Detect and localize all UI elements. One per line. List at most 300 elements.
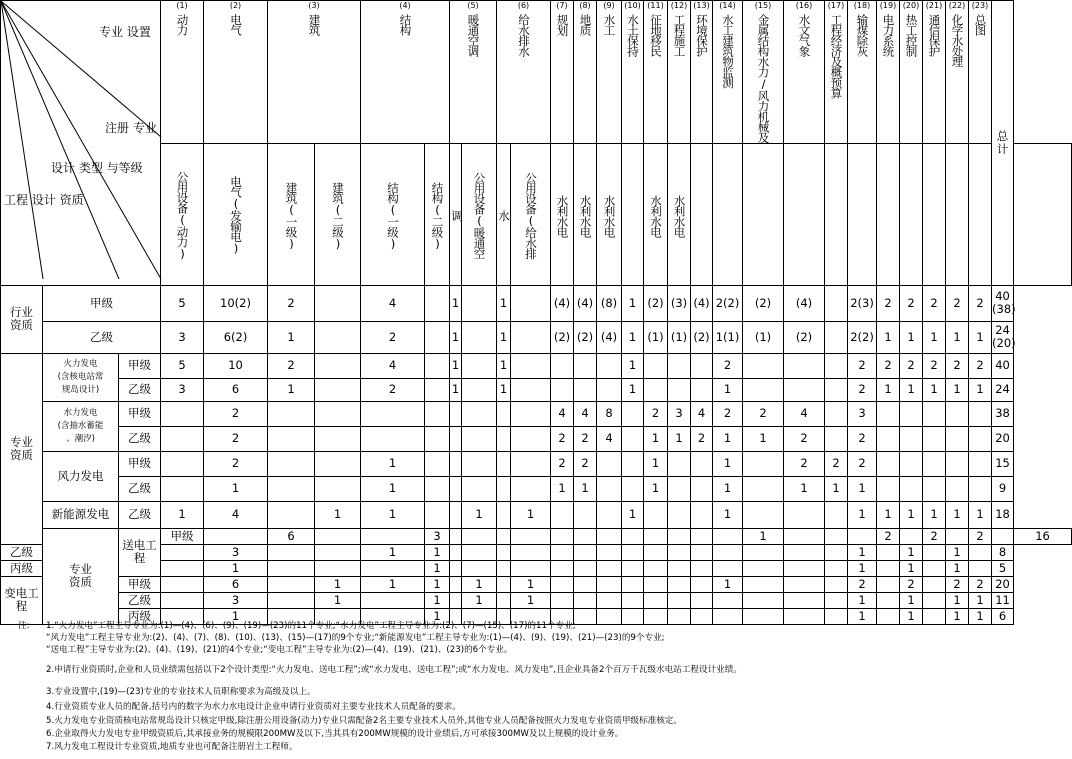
value-cell: (2): [551, 321, 574, 353]
value-cell: 1: [900, 608, 923, 624]
value-cell: [877, 560, 900, 576]
registered-major-label: 水利水电: [602, 194, 617, 237]
value-cell: 1: [425, 560, 450, 576]
specialty-header: [597, 1, 622, 144]
value-cell: 1: [946, 501, 969, 528]
value-cell: 1: [743, 528, 784, 544]
registered-major: [204, 143, 268, 285]
specialty-number: (12): [670, 1, 688, 10]
value-cell: 1: [923, 321, 946, 353]
registered-major-label: 建筑(一级): [284, 181, 299, 250]
value-cell: [923, 476, 946, 501]
specialty-header: [497, 1, 551, 144]
registered-major-label: 结构(一级): [386, 181, 401, 250]
value-cell: [551, 528, 574, 544]
specialty-name: 征地移民: [649, 14, 664, 56]
value-cell: 2: [923, 353, 946, 378]
value-cell: 4: [597, 426, 622, 451]
value-cell: [597, 544, 622, 560]
value-cell: [946, 476, 969, 501]
value-cell: 8: [597, 401, 622, 426]
value-cell: 1: [450, 321, 462, 353]
group-thermal: 火力发电 (含核电站常 规岛设计): [43, 353, 119, 401]
value-cell: [574, 528, 597, 544]
registered-major-label: 水利水电: [578, 194, 593, 237]
value-cell: [511, 528, 551, 544]
value-cell: [668, 544, 691, 560]
value-cell: [462, 544, 497, 560]
value-cell: 2: [946, 353, 969, 378]
value-cell: [825, 576, 848, 592]
value-cell: 2: [784, 426, 825, 451]
value-cell: [425, 426, 450, 451]
registered-major: [668, 143, 691, 285]
section-special: 专业 资质: [1, 353, 43, 544]
registered-major: [161, 143, 204, 285]
value-cell: [361, 401, 425, 426]
value-cell: 1: [425, 592, 450, 608]
value-cell: [425, 476, 450, 501]
value-cell: [743, 576, 784, 592]
value-cell: 10(2): [204, 285, 268, 321]
value-cell: 2(2): [713, 285, 743, 321]
specialty-name: 金属结构水力/风力机械及: [756, 14, 771, 143]
corner-registered: 注册 专业: [105, 121, 157, 135]
value-cell: [713, 528, 743, 544]
value-cell: 1(1): [713, 321, 743, 353]
specialty-name: 水工: [602, 14, 617, 35]
value-cell: [462, 560, 497, 576]
value-cell: (4): [597, 321, 622, 353]
value-cell: 2: [969, 353, 992, 378]
value-cell: [574, 378, 597, 401]
value-cell: [462, 401, 497, 426]
value-cell: [597, 592, 622, 608]
note-line: 7.风力发电工程设计专业资质,地质专业也可配备注册岩土工程师。: [46, 742, 298, 752]
value-cell: 2: [551, 451, 574, 476]
value-cell: [848, 528, 877, 544]
corner-design-type: 设计 类型 与等级: [51, 161, 143, 175]
value-cell: [161, 544, 204, 560]
value-cell: [268, 401, 315, 426]
value-cell: 2: [848, 576, 877, 592]
value-cell: [450, 426, 462, 451]
value-cell: [511, 426, 551, 451]
value-cell: [923, 544, 946, 560]
value-cell: 1: [574, 476, 597, 501]
value-cell: [511, 544, 551, 560]
value-cell: [691, 576, 713, 592]
value-cell: [743, 378, 784, 401]
value-cell: 1: [315, 576, 361, 592]
value-cell: [784, 544, 825, 560]
value-cell: [900, 528, 923, 544]
notes-prefix: 注:: [18, 621, 30, 631]
value-cell: 2(3): [848, 285, 877, 321]
value-cell: 1: [204, 608, 268, 624]
value-cell: 1: [668, 426, 691, 451]
value-cell: 10: [204, 353, 268, 378]
value-cell: [743, 451, 784, 476]
total-cell: 9: [992, 476, 1014, 501]
value-cell: (4): [574, 285, 597, 321]
specialty-name: 化学水处理: [950, 14, 965, 67]
value-cell: 1: [877, 378, 900, 401]
value-cell: 2: [969, 528, 992, 544]
value-cell: [900, 426, 923, 451]
total-cell: 18: [992, 501, 1014, 528]
value-cell: [315, 476, 361, 501]
total-cell: 8: [992, 544, 1014, 560]
value-cell: [969, 451, 992, 476]
value-cell: [877, 476, 900, 501]
total-cell: 20: [992, 576, 1014, 592]
value-cell: [597, 576, 622, 592]
value-cell: 2: [923, 528, 946, 544]
value-cell: 1: [511, 501, 551, 528]
registered-major: [825, 143, 848, 285]
value-cell: 2: [900, 353, 923, 378]
grade-label: 甲级: [161, 528, 204, 544]
value-cell: 1: [622, 321, 644, 353]
value-cell: (2): [784, 321, 825, 353]
value-cell: [268, 592, 315, 608]
value-cell: 1: [848, 544, 877, 560]
value-cell: [784, 528, 825, 544]
total-cell: 15: [992, 451, 1014, 476]
specialty-number: (1): [176, 1, 188, 10]
value-cell: (4): [551, 285, 574, 321]
value-cell: [743, 476, 784, 501]
value-cell: [161, 576, 204, 592]
value-cell: 1: [450, 378, 462, 401]
value-cell: [900, 476, 923, 501]
specialty-number: (23): [971, 1, 989, 10]
specialty-header: [900, 1, 923, 144]
value-cell: 1: [946, 608, 969, 624]
value-cell: [315, 560, 361, 576]
value-cell: [462, 451, 497, 476]
value-cell: [597, 353, 622, 378]
notes-section: [0, 617, 1039, 759]
value-cell: [315, 426, 361, 451]
value-cell: [497, 426, 511, 451]
value-cell: [923, 451, 946, 476]
registered-major-label: 水利水电: [672, 194, 687, 237]
value-cell: [668, 476, 691, 501]
value-cell: [462, 321, 497, 353]
value-cell: [923, 592, 946, 608]
value-cell: [161, 476, 204, 501]
value-cell: [597, 501, 622, 528]
value-cell: [551, 592, 574, 608]
value-cell: [691, 560, 713, 576]
value-cell: 6: [204, 576, 268, 592]
value-cell: [946, 401, 969, 426]
value-cell: 2: [848, 426, 877, 451]
value-cell: [511, 401, 551, 426]
value-cell: [315, 544, 361, 560]
value-cell: [668, 501, 691, 528]
value-cell: 1: [784, 476, 825, 501]
total-label: 总计: [996, 128, 1009, 156]
specialty-header: [551, 1, 574, 144]
value-cell: [877, 426, 900, 451]
specialty-number: (15): [754, 1, 772, 10]
specialty-header: [877, 1, 900, 144]
value-cell: [597, 476, 622, 501]
value-cell: [900, 401, 923, 426]
specialty-number: (5): [467, 1, 479, 10]
value-cell: [511, 451, 551, 476]
specialty-header: [946, 1, 969, 144]
value-cell: 1: [713, 576, 743, 592]
registered-major: [877, 143, 900, 285]
specialty-header: [361, 1, 450, 144]
value-cell: [877, 544, 900, 560]
value-cell: [784, 501, 825, 528]
value-cell: 3: [848, 401, 877, 426]
specialty-header: [450, 1, 497, 144]
value-cell: 1: [713, 378, 743, 401]
value-cell: (4): [691, 285, 713, 321]
value-cell: [825, 401, 848, 426]
value-cell: [622, 576, 644, 592]
value-cell: 1: [848, 608, 877, 624]
value-cell: [161, 451, 204, 476]
registered-major: [551, 143, 574, 285]
value-cell: 2: [574, 451, 597, 476]
value-cell: 1: [497, 378, 511, 401]
total-cell: 40 (38): [992, 285, 1014, 321]
specialty-name: 环境保护: [695, 14, 710, 56]
value-cell: [551, 560, 574, 576]
specialty-name: 水土保持: [626, 14, 641, 56]
value-cell: 1: [848, 560, 877, 576]
value-cell: 1: [825, 476, 848, 501]
value-cell: [825, 285, 848, 321]
value-cell: [743, 560, 784, 576]
value-cell: [622, 592, 644, 608]
registered-major-label: 建筑(二级): [331, 181, 346, 250]
registered-major: [713, 143, 743, 285]
specialty-number: (4): [399, 1, 411, 10]
value-cell: 2: [877, 285, 900, 321]
value-cell: 4: [691, 401, 713, 426]
specialty-name: 给水排水: [517, 14, 532, 56]
specialty-number: (11): [647, 1, 664, 10]
value-cell: 1: [713, 501, 743, 528]
specialty-header: [969, 1, 992, 144]
value-cell: 3: [161, 378, 204, 401]
specialty-number: (9): [603, 1, 615, 10]
value-cell: [825, 378, 848, 401]
value-cell: [969, 560, 992, 576]
value-cell: [268, 451, 315, 476]
value-cell: 1: [204, 560, 268, 576]
value-cell: 1: [622, 285, 644, 321]
specialty-name: 规划: [555, 14, 570, 35]
value-cell: 1: [268, 378, 315, 401]
value-cell: [784, 353, 825, 378]
value-cell: [315, 451, 361, 476]
value-cell: 3: [668, 401, 691, 426]
note-line: 5.火力发电专业资质核电站常规岛设计只核定甲级,除注册公用设备(动力)专业只需配备2名主要专业技术人员外,其他专业人员配备按照火力发电专业资质甲级标准核定。: [46, 716, 682, 726]
total-header: [992, 1, 1014, 286]
value-cell: 2: [268, 353, 315, 378]
value-cell: [425, 378, 450, 401]
value-cell: [462, 528, 497, 544]
value-cell: [644, 560, 668, 576]
value-cell: [622, 544, 644, 560]
value-cell: [784, 592, 825, 608]
registered-major-label: 调: [450, 210, 465, 221]
value-cell: [923, 560, 946, 576]
value-cell: [597, 560, 622, 576]
value-cell: 2: [361, 321, 425, 353]
value-cell: 2: [848, 353, 877, 378]
value-cell: [784, 576, 825, 592]
grade-label: 甲级: [119, 576, 161, 592]
specialty-header: [161, 1, 204, 144]
corner-spec-settings: 专业 设置: [99, 25, 151, 39]
value-cell: [668, 576, 691, 592]
value-cell: 1: [946, 321, 969, 353]
value-cell: [450, 560, 462, 576]
corner-qualification: 工程 设计 资质: [4, 193, 84, 207]
value-cell: [511, 560, 551, 576]
value-cell: [622, 401, 644, 426]
value-cell: [361, 426, 425, 451]
value-cell: [969, 426, 992, 451]
registered-major: [644, 143, 668, 285]
value-cell: 5: [161, 285, 204, 321]
value-cell: 1: [204, 476, 268, 501]
value-cell: 1: [743, 426, 784, 451]
value-cell: [161, 401, 204, 426]
value-cell: [946, 426, 969, 451]
value-cell: 2: [969, 285, 992, 321]
value-cell: [511, 285, 551, 321]
value-cell: [450, 476, 462, 501]
value-cell: [574, 501, 597, 528]
total-cell: 24: [992, 378, 1014, 401]
value-cell: [425, 353, 450, 378]
value-cell: [825, 528, 848, 544]
value-cell: 2: [784, 451, 825, 476]
value-cell: 1: [361, 576, 425, 592]
value-cell: 2: [946, 285, 969, 321]
value-cell: [877, 576, 900, 592]
value-cell: 1: [900, 321, 923, 353]
value-cell: [551, 576, 574, 592]
value-cell: 1: [622, 378, 644, 401]
value-cell: [268, 560, 315, 576]
value-cell: [450, 528, 462, 544]
specialty-number: (17): [827, 1, 845, 10]
value-cell: [644, 592, 668, 608]
specialty-number: (21): [925, 1, 943, 10]
value-cell: 3: [425, 528, 450, 544]
specialty-name: 输煤除灰: [855, 14, 870, 56]
value-cell: [574, 560, 597, 576]
value-cell: 6(2): [204, 321, 268, 353]
specialty-header: [784, 1, 825, 144]
value-cell: [462, 476, 497, 501]
value-cell: [644, 378, 668, 401]
value-cell: [713, 560, 743, 576]
value-cell: [450, 576, 462, 592]
specialty-header: [923, 1, 946, 144]
value-cell: [784, 378, 825, 401]
value-cell: [668, 528, 691, 544]
value-cell: [268, 544, 315, 560]
value-cell: 2: [204, 451, 268, 476]
specialty-number: (16): [795, 1, 813, 10]
note-line: 4.行业资质专业人员的配备,括号内的数字为水力水电设计企业申请行业资质对主要专业技术人员配备的要求。: [46, 702, 461, 712]
value-cell: [204, 528, 268, 544]
value-cell: 2: [713, 353, 743, 378]
value-cell: 1: [622, 353, 644, 378]
value-cell: [574, 576, 597, 592]
value-cell: 2: [900, 576, 923, 592]
value-cell: [497, 528, 511, 544]
value-cell: 1: [622, 501, 644, 528]
value-cell: [825, 544, 848, 560]
value-cell: 1: [425, 608, 450, 624]
specialty-name: 通信保护: [927, 14, 942, 56]
value-cell: [691, 544, 713, 560]
value-cell: 1: [361, 544, 425, 560]
specialty-header: [622, 1, 644, 144]
value-cell: [425, 451, 450, 476]
value-cell: 1: [969, 378, 992, 401]
value-cell: [825, 353, 848, 378]
value-cell: [462, 353, 497, 378]
value-cell: 1: [497, 321, 511, 353]
value-cell: [497, 576, 511, 592]
value-cell: [668, 592, 691, 608]
value-cell: 2: [574, 426, 597, 451]
value-cell: [511, 476, 551, 501]
value-cell: [969, 401, 992, 426]
value-cell: (1): [644, 321, 668, 353]
specialty-name: 热工控制: [904, 14, 919, 56]
value-cell: [161, 592, 204, 608]
registered-major: [691, 143, 713, 285]
grade-label: 丙级: [1, 560, 43, 576]
registered-major: [784, 143, 825, 285]
value-cell: [511, 378, 551, 401]
registered-major: [923, 143, 946, 285]
registered-major-label: 公用设备(动力): [175, 171, 190, 260]
value-cell: [511, 353, 551, 378]
value-cell: (2): [574, 321, 597, 353]
value-cell: 1: [900, 544, 923, 560]
value-cell: [462, 426, 497, 451]
specialty-header: [204, 1, 268, 144]
registered-major: [900, 143, 923, 285]
value-cell: 1: [497, 353, 511, 378]
value-cell: 2: [946, 576, 969, 592]
value-cell: [825, 592, 848, 608]
value-cell: [425, 321, 450, 353]
value-cell: [622, 528, 644, 544]
value-cell: [877, 451, 900, 476]
grade-label: 甲级: [43, 285, 161, 321]
value-cell: [784, 560, 825, 576]
value-cell: [315, 353, 361, 378]
